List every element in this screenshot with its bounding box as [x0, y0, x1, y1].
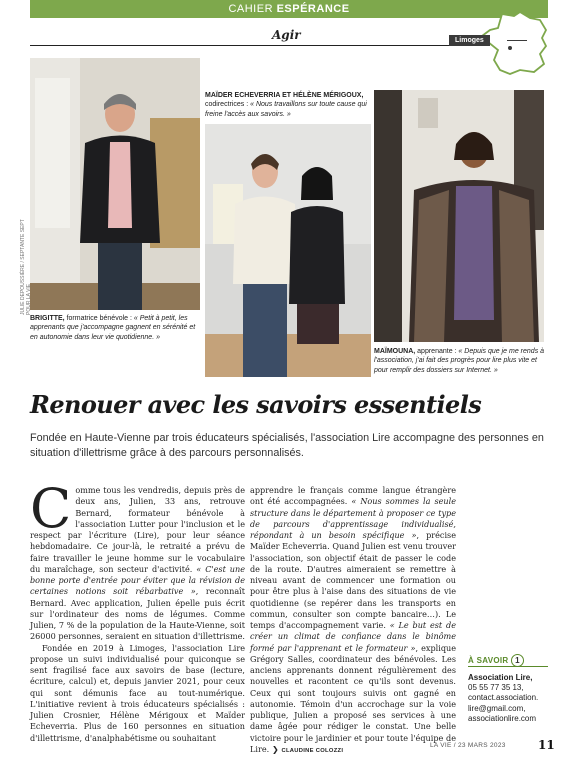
header-banner: [30, 0, 548, 18]
paragraph-1: [30, 477, 245, 643]
section-rule: [30, 45, 450, 46]
footer-publication: LA VIE / 23 MARS 2023: [430, 742, 506, 749]
section-title: Agir: [272, 28, 301, 42]
savoir-email-part2[interactable]: lire@gmail.com,: [468, 703, 526, 713]
quote: « Nous sommes la seule structure dans le département à proposer ce type de parcours d'apprentissage individualisé, répondant à un besoin spécifique »: [250, 496, 456, 540]
savoir-title: Association Lire,: [468, 673, 533, 682]
savoir-info: [468, 673, 550, 724]
photo-codirectrices: [205, 124, 371, 377]
banner-title: [30, 0, 548, 18]
caption-name: MAÏMOUNA,: [374, 348, 416, 355]
savoir-phone: 05 55 77 35 13,: [468, 683, 524, 693]
banner-section-name: ESPÉRANCE: [276, 3, 350, 15]
map-pointer-line: [507, 40, 527, 41]
banner-prefix: CAHIER: [228, 3, 277, 15]
caption-name: MAÏDER ECHEVERRIA ET HÉLÈNE MÉRIGOUX,: [205, 92, 364, 99]
photo-maimouna: [374, 90, 544, 342]
drop-cap: C: [30, 477, 72, 540]
paragraph-3: [250, 485, 456, 755]
body-column-2: [250, 485, 456, 755]
savoir-badge: 1: [511, 654, 524, 667]
caption-role: formatrice bénévole :: [64, 315, 134, 322]
paragraph-text: , reconnaît Bernard. Avec application, Julien épelle puis écrit sur l'ordinateur des noms de légumes. Comme Julien, 7 % de la population de la Haute-Vienne, soit 26000 personnes, seraient en situation d'illettrisme.: [30, 586, 245, 642]
page-number: 11: [538, 738, 555, 752]
caption-quote: « Nous travaillons sur toute cause qui freine l'accès aux savoirs. »: [205, 101, 367, 118]
photo-credit: JULIE DEPOUSSIÈRE / SEPTANTE SEPT POUR LA VIE: [20, 219, 32, 315]
paragraph-2: Fondée en 2019 à Limoges, l'association Lire propose un suivi individualisé pour quiconque se sent fragilisé face aux savoirs de base (lecture, écriture, calcul) et, depuis janvier 2021, pour ceux qui sont démunis face au tout-numérique. L'initiative revient à trois éducateurs spécialisés : Julien Crosnier, Hélène Mérigoux et Maïder Echeverria. Plus de 160 personnes en situation d'illettrisme, d'analphabétisme ou souhaitant: [30, 642, 245, 743]
author-signature: CLAUDINE COLOZZI: [281, 747, 344, 754]
savoir-heading-text: À SAVOIR: [468, 656, 509, 665]
caption-role: codirectrices :: [205, 101, 251, 109]
caption-quote: « Depuis que je me rends à l'association, j'ai fait des progrès pour lire plus vite et pour remplir des dossiers sur Internet. »: [374, 348, 545, 374]
savoir-email-part1: contact.association.: [468, 693, 539, 703]
location-tag: Limoges: [449, 35, 490, 46]
body-column-1: [30, 477, 245, 744]
paragraph-text: apprendre le français comme langue étrangère ont été accompagnées.: [250, 485, 456, 507]
savoir-divider: [468, 666, 548, 667]
paragraph-text: , précise Maïder Echeverria. Quand Julien est venu trouver l'association, son objectif était de passer le code de la route. D'autres aimeraient se remettre à niveau avant de commencer une formation ou pour être plus à l'aise dans des situations de vie quotidienne (se repérer dans les transports en commun, consulter son compte bancaire…). Le temps d'accompagnement varie.: [250, 530, 456, 630]
quote: « Le but est de créer un climat de confiance dans le binôme formé par l'apprenant et le formateur »: [250, 620, 456, 653]
quote: « C'est une bonne porte d'entrée pour éviter que la révision de certaines notions soit rébarbative »: [30, 563, 245, 597]
paragraph-text: , explique Grégory Salles, coordinateur des bénévoles. Les anciens apprenants donnent régulièrement des nouvelles et racontent ce qu'ils sont devenus. Ceux qui sont toujours suivis ont gagné en autonomie. Témoin d'un accrochage sur la voie publique, Julien a proposé ses services à une dame âgée pour rédiger le constat. Une belle victoire pour le jardinier et pour toute l'équipe de Lire.: [250, 642, 456, 754]
caption-brigitte: [30, 314, 202, 342]
article-headline: Renouer avec les savoirs essentiels: [30, 390, 482, 419]
photo-brigitte: [30, 58, 200, 310]
caption-maimouna: [374, 347, 546, 375]
savoir-website[interactable]: associationlire.com: [468, 713, 537, 723]
caption-quote: « Petit à petit, les apprenants que j'accompagne gagnent en sérénité et en autonomie dans leur vie quotidienne. »: [30, 315, 196, 341]
caption-maider: [205, 91, 373, 119]
france-map-icon: [480, 10, 550, 76]
caption-role: apprenante :: [415, 348, 459, 355]
caption-name: BRIGITTE,: [30, 315, 65, 322]
end-mark-icon: ❯: [269, 744, 282, 754]
paragraph-text: omme tous les vendredis, depuis près de deux ans, Julien, 33 ans, retrouve Bernard, formateur bénévole à l'association Lutter pour l'inclusion et le respect par l'écriture (Lire), pour leur séance hebdomadaire. Ce jour-là, le retraité a prévu de faire travailler le jeune homme sur le vocabulaire du maraîchage, son secteur d'activité.: [30, 485, 245, 574]
article-intro: Fondée en Haute-Vienne par trois éducateurs spécialisés, l'association Lire accompagne des personnes en situation d'illettrisme grâce à des parcours personnalisés.: [30, 432, 544, 459]
